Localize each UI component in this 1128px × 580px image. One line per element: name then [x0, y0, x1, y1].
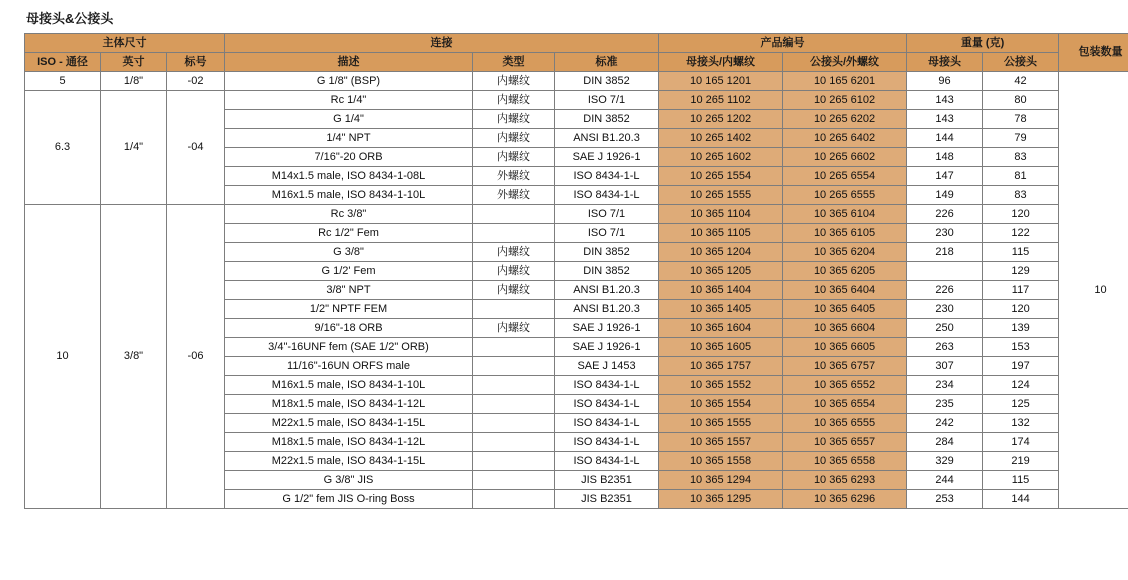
cell-weight-male: 153	[983, 338, 1059, 357]
header-group-partnumber: 产品编号	[659, 34, 907, 53]
cell-weight-female: 235	[907, 395, 983, 414]
cell-weight-male: 78	[983, 110, 1059, 129]
cell-female-part: 10 365 1557	[659, 433, 783, 452]
cell-female-part: 10 265 1602	[659, 148, 783, 167]
cell-desc: M16x1.5 male, ISO 8434-1-10L	[225, 186, 473, 205]
cell-weight-male: 117	[983, 281, 1059, 300]
cell-type: 内螺纹	[473, 243, 555, 262]
cell-weight-male: 129	[983, 262, 1059, 281]
cell-type	[473, 395, 555, 414]
cell-weight-male: 80	[983, 91, 1059, 110]
cell-standard: JIS B2351	[555, 490, 659, 509]
cell-type	[473, 224, 555, 243]
cell-weight-female	[907, 262, 983, 281]
cell-male-part: 10 265 6602	[783, 148, 907, 167]
cell-male-part: 10 365 6552	[783, 376, 907, 395]
cell-weight-male: 83	[983, 148, 1059, 167]
cell-type	[473, 414, 555, 433]
cell-standard: ISO 7/1	[555, 205, 659, 224]
cell-standard: SAE J 1926-1	[555, 319, 659, 338]
cell-weight-female: 143	[907, 110, 983, 129]
cell-standard: ISO 8434-1-L	[555, 395, 659, 414]
cell-desc: 1/4" NPT	[225, 129, 473, 148]
cell-male-part: 10 365 6757	[783, 357, 907, 376]
cell-inch: 1/8"	[101, 72, 167, 91]
header-group-package: 包装数量	[1059, 34, 1128, 72]
cell-type	[473, 471, 555, 490]
cell-type: 内螺纹	[473, 72, 555, 91]
cell-male-part: 10 265 6102	[783, 91, 907, 110]
table-head	[25, 34, 1128, 72]
cell-female-part: 10 365 1558	[659, 452, 783, 471]
cell-weight-female: 263	[907, 338, 983, 357]
cell-desc: M22x1.5 male, ISO 8434-1-15L	[225, 452, 473, 471]
cell-type: 内螺纹	[473, 91, 555, 110]
cell-desc: Rc 1/2" Fem	[225, 224, 473, 243]
header-group-row	[25, 34, 1128, 53]
cell-weight-female: 218	[907, 243, 983, 262]
cell-inch: 1/4"	[101, 91, 167, 205]
cell-weight-female: 244	[907, 471, 983, 490]
cell-standard: ISO 8434-1-L	[555, 433, 659, 452]
cell-male-part: 10 365 6604	[783, 319, 907, 338]
cell-male-part: 10 365 6404	[783, 281, 907, 300]
header-weight-female: 母接头	[907, 53, 983, 72]
cell-iso: 10	[25, 205, 101, 509]
cell-desc: 11/16"-16UN ORFS male	[225, 357, 473, 376]
cell-standard: JIS B2351	[555, 471, 659, 490]
cell-weight-male: 197	[983, 357, 1059, 376]
header-standard: 标准	[555, 53, 659, 72]
cell-type	[473, 452, 555, 471]
cell-weight-male: 42	[983, 72, 1059, 91]
cell-weight-female: 226	[907, 205, 983, 224]
cell-weight-female: 307	[907, 357, 983, 376]
cell-standard: SAE J 1453	[555, 357, 659, 376]
cell-desc: M22x1.5 male, ISO 8434-1-15L	[225, 414, 473, 433]
cell-standard: ISO 8434-1-L	[555, 376, 659, 395]
cell-male-part: 10 265 6554	[783, 167, 907, 186]
cell-weight-male: 124	[983, 376, 1059, 395]
cell-female-part: 10 365 1295	[659, 490, 783, 509]
cell-weight-male: 79	[983, 129, 1059, 148]
cell-weight-female: 226	[907, 281, 983, 300]
cell-weight-male: 125	[983, 395, 1059, 414]
cell-desc: G 1/4"	[225, 110, 473, 129]
cell-desc: Rc 3/8"	[225, 205, 473, 224]
cell-package-qty: 10	[1059, 72, 1128, 509]
cell-standard: ISO 8434-1-L	[555, 452, 659, 471]
cell-type: 内螺纹	[473, 110, 555, 129]
cell-type: 内螺纹	[473, 129, 555, 148]
header-type: 类型	[473, 53, 555, 72]
cell-female-part: 10 365 1105	[659, 224, 783, 243]
cell-female-part: 10 365 1757	[659, 357, 783, 376]
cell-female-part: 10 365 1205	[659, 262, 783, 281]
cell-female-part: 10 265 1554	[659, 167, 783, 186]
specification-table	[24, 33, 1128, 509]
cell-female-part: 10 265 1202	[659, 110, 783, 129]
cell-mark: -02	[167, 72, 225, 91]
cell-standard: SAE J 1926-1	[555, 148, 659, 167]
cell-male-part: 10 365 6105	[783, 224, 907, 243]
cell-female-part: 10 365 1555	[659, 414, 783, 433]
cell-female-part: 10 265 1402	[659, 129, 783, 148]
cell-type	[473, 338, 555, 357]
cell-weight-female: 284	[907, 433, 983, 452]
cell-weight-male: 219	[983, 452, 1059, 471]
cell-type: 内螺纹	[473, 281, 555, 300]
cell-female-part: 10 365 1204	[659, 243, 783, 262]
cell-standard: ISO 8434-1-L	[555, 167, 659, 186]
cell-type	[473, 376, 555, 395]
cell-standard: ANSI B1.20.3	[555, 300, 659, 319]
table-row	[25, 72, 1128, 91]
cell-male-part: 10 365 6605	[783, 338, 907, 357]
cell-desc: 3/8" NPT	[225, 281, 473, 300]
cell-standard: ISO 8434-1-L	[555, 414, 659, 433]
cell-female-part: 10 365 1604	[659, 319, 783, 338]
cell-male-part: 10 365 6554	[783, 395, 907, 414]
table-row	[25, 205, 1128, 224]
cell-weight-female: 250	[907, 319, 983, 338]
cell-mark: -06	[167, 205, 225, 509]
cell-type	[473, 433, 555, 452]
cell-weight-female: 149	[907, 186, 983, 205]
cell-weight-female: 253	[907, 490, 983, 509]
cell-male-part: 10 365 6296	[783, 490, 907, 509]
header-weight-male: 公接头	[983, 53, 1059, 72]
header-mark: 标号	[167, 53, 225, 72]
cell-female-part: 10 365 1554	[659, 395, 783, 414]
cell-standard: ISO 7/1	[555, 224, 659, 243]
cell-weight-female: 96	[907, 72, 983, 91]
header-inch: 英寸	[101, 53, 167, 72]
cell-female-part: 10 365 1294	[659, 471, 783, 490]
cell-desc: G 1/8" (BSP)	[225, 72, 473, 91]
cell-weight-male: 81	[983, 167, 1059, 186]
cell-male-part: 10 265 6202	[783, 110, 907, 129]
cell-desc: G 1/2' Fem	[225, 262, 473, 281]
cell-type	[473, 300, 555, 319]
cell-weight-female: 234	[907, 376, 983, 395]
header-female-part: 母接头/内螺纹	[659, 53, 783, 72]
header-desc: 描述	[225, 53, 473, 72]
header-sub-row	[25, 53, 1128, 72]
cell-type	[473, 205, 555, 224]
cell-male-part: 10 365 6204	[783, 243, 907, 262]
cell-weight-female: 230	[907, 300, 983, 319]
cell-weight-male: 115	[983, 243, 1059, 262]
cell-weight-female: 144	[907, 129, 983, 148]
header-iso: ISO - 通径	[25, 53, 101, 72]
header-male-part: 公接头/外螺纹	[783, 53, 907, 72]
cell-desc: Rc 1/4"	[225, 91, 473, 110]
cell-standard: ISO 8434-1-L	[555, 186, 659, 205]
cell-desc: 3/4"-16UNF fem (SAE 1/2" ORB)	[225, 338, 473, 357]
cell-weight-male: 115	[983, 471, 1059, 490]
cell-desc: 7/16"-20 ORB	[225, 148, 473, 167]
cell-standard: ANSI B1.20.3	[555, 281, 659, 300]
cell-male-part: 10 365 6557	[783, 433, 907, 452]
cell-type: 外螺纹	[473, 186, 555, 205]
cell-standard: DIN 3852	[555, 243, 659, 262]
cell-weight-male: 139	[983, 319, 1059, 338]
cell-weight-female: 147	[907, 167, 983, 186]
cell-male-part: 10 165 6201	[783, 72, 907, 91]
cell-mark: -04	[167, 91, 225, 205]
page-title: 母接头&公接头	[26, 11, 114, 26]
cell-desc: G 3/8"	[225, 243, 473, 262]
cell-desc: 1/2" NPTF FEM	[225, 300, 473, 319]
header-group-weight: 重量 (克)	[907, 34, 1059, 53]
cell-desc: G 1/2" fem JIS O-ring Boss	[225, 490, 473, 509]
cell-desc: G 3/8" JIS	[225, 471, 473, 490]
cell-standard: DIN 3852	[555, 262, 659, 281]
cell-female-part: 10 365 1104	[659, 205, 783, 224]
cell-female-part: 10 365 1404	[659, 281, 783, 300]
cell-weight-female: 329	[907, 452, 983, 471]
cell-desc: M14x1.5 male, ISO 8434-1-08L	[225, 167, 473, 186]
cell-female-part: 10 365 1405	[659, 300, 783, 319]
cell-desc: M18x1.5 male, ISO 8434-1-12L	[225, 433, 473, 452]
cell-weight-male: 144	[983, 490, 1059, 509]
cell-weight-female: 148	[907, 148, 983, 167]
cell-standard: SAE J 1926-1	[555, 338, 659, 357]
header-group-body: 主体尺寸	[25, 34, 225, 53]
cell-standard: DIN 3852	[555, 72, 659, 91]
cell-weight-male: 122	[983, 224, 1059, 243]
cell-weight-male: 174	[983, 433, 1059, 452]
cell-weight-female: 242	[907, 414, 983, 433]
cell-standard: ANSI B1.20.3	[555, 129, 659, 148]
cell-desc: 9/16"-18 ORB	[225, 319, 473, 338]
cell-type: 外螺纹	[473, 167, 555, 186]
cell-type: 内螺纹	[473, 262, 555, 281]
cell-standard: DIN 3852	[555, 110, 659, 129]
cell-female-part: 10 265 1102	[659, 91, 783, 110]
cell-weight-female: 230	[907, 224, 983, 243]
cell-weight-male: 132	[983, 414, 1059, 433]
cell-male-part: 10 365 6293	[783, 471, 907, 490]
cell-desc: M18x1.5 male, ISO 8434-1-12L	[225, 395, 473, 414]
cell-weight-female: 143	[907, 91, 983, 110]
cell-male-part: 10 365 6205	[783, 262, 907, 281]
cell-type	[473, 357, 555, 376]
cell-type: 内螺纹	[473, 148, 555, 167]
cell-inch: 3/8"	[101, 205, 167, 509]
cell-female-part: 10 165 1201	[659, 72, 783, 91]
header-group-connection: 连接	[225, 34, 659, 53]
cell-male-part: 10 365 6405	[783, 300, 907, 319]
cell-male-part: 10 265 6555	[783, 186, 907, 205]
cell-type	[473, 490, 555, 509]
cell-iso: 5	[25, 72, 101, 91]
cell-male-part: 10 365 6104	[783, 205, 907, 224]
cell-female-part: 10 265 1555	[659, 186, 783, 205]
table-row	[25, 91, 1128, 110]
cell-female-part: 10 365 1605	[659, 338, 783, 357]
cell-desc: M16x1.5 male, ISO 8434-1-10L	[225, 376, 473, 395]
cell-male-part: 10 365 6555	[783, 414, 907, 433]
cell-weight-male: 120	[983, 300, 1059, 319]
cell-male-part: 10 265 6402	[783, 129, 907, 148]
cell-iso: 6.3	[25, 91, 101, 205]
cell-type: 内螺纹	[473, 319, 555, 338]
cell-standard: ISO 7/1	[555, 91, 659, 110]
cell-weight-male: 83	[983, 186, 1059, 205]
cell-weight-male: 120	[983, 205, 1059, 224]
cell-male-part: 10 365 6558	[783, 452, 907, 471]
table-body	[25, 72, 1128, 509]
cell-female-part: 10 365 1552	[659, 376, 783, 395]
